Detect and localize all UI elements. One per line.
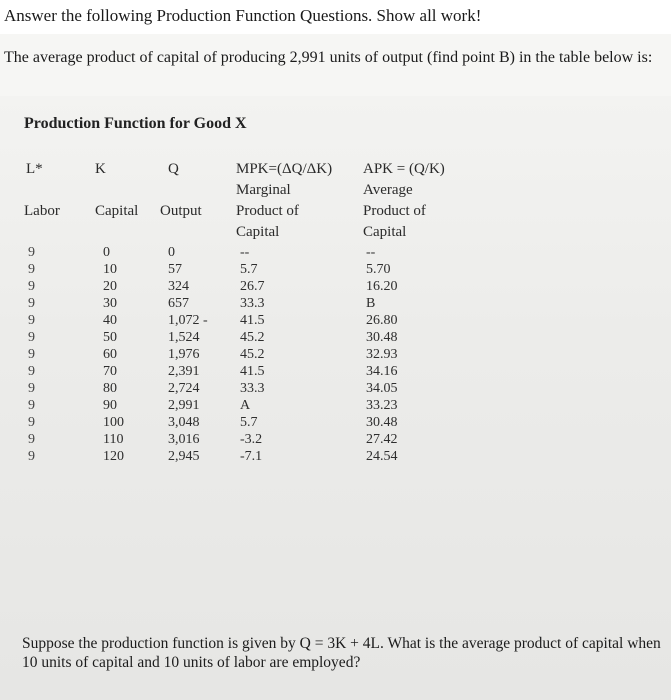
mp-cell: -3.2 xyxy=(240,432,263,447)
output-cell: 1,524 xyxy=(168,330,200,345)
labor-cell: 9 xyxy=(28,415,35,430)
mp-cell: 41.5 xyxy=(240,364,265,379)
mp-cell: 45.2 xyxy=(240,347,265,362)
ap-cell: 30.48 xyxy=(366,330,398,345)
question-text: The average product of capital of producing 2,991 units of output (find point B) in the table below is: xyxy=(4,49,653,66)
capital-cell: 50 xyxy=(103,330,117,345)
ap-cell: 34.16 xyxy=(366,364,398,379)
capital-cell: 80 xyxy=(103,381,117,396)
header-ap-product-of: Product of xyxy=(363,203,426,219)
mp-cell: 26.7 xyxy=(240,279,265,294)
table-title: Production Function for Good X xyxy=(24,115,247,132)
ap-cell: 27.42 xyxy=(366,432,398,447)
ap-cell: 16.20 xyxy=(366,279,398,294)
mp-cell: 33.3 xyxy=(240,381,265,396)
labor-cell: 9 xyxy=(28,245,35,260)
ap-cell: -- xyxy=(366,245,376,260)
ap-cell: 24.54 xyxy=(366,449,398,464)
mp-cell: 5.7 xyxy=(240,415,258,430)
output-cell: 2,391 xyxy=(168,364,200,379)
output-cell: 3,048 xyxy=(168,415,200,430)
capital-cell: 30 xyxy=(103,296,117,311)
ap-cell: 34.05 xyxy=(366,381,398,396)
output-cell: 2,724 xyxy=(168,381,200,396)
mp-cell: -7.1 xyxy=(240,449,263,464)
output-cell: 1,976 xyxy=(168,347,200,362)
ap-column xyxy=(366,244,398,465)
capital-cell: 20 xyxy=(103,279,117,294)
output-cell: 57 xyxy=(168,262,182,277)
capital-cell: 10 xyxy=(103,262,117,277)
labor-cell: 9 xyxy=(28,262,35,277)
mp-cell: A xyxy=(240,398,251,413)
labor-cell: 9 xyxy=(28,296,35,311)
labor-cell: 9 xyxy=(28,449,35,464)
ap-cell: 33.23 xyxy=(366,398,398,413)
capital-cell: 110 xyxy=(103,432,124,447)
header-output: Output xyxy=(160,203,202,219)
header-labor-symbol: L* xyxy=(26,161,43,177)
capital-cell: 60 xyxy=(103,347,117,362)
table-photo xyxy=(0,96,671,700)
labor-cell: 9 xyxy=(28,381,35,396)
ap-cell: B xyxy=(366,296,376,311)
capital-cell: 100 xyxy=(103,415,124,430)
output-cell: 2,945 xyxy=(168,449,200,464)
header-ap-formula: APK = (Q/K) xyxy=(363,161,445,177)
followup-question: Suppose the production function is given by Q = 3K + 4L. What is the average product of capital when 10 units of capital and 10 units of labor are employed? xyxy=(22,635,661,671)
ap-cell: 30.48 xyxy=(366,415,398,430)
capital-cell: 70 xyxy=(103,364,117,379)
mp-cell: 41.5 xyxy=(240,313,265,328)
header-capital-symbol: K xyxy=(95,161,106,177)
labor-cell: 9 xyxy=(28,330,35,345)
mp-column xyxy=(240,244,265,465)
output-cell: 3,016 xyxy=(168,432,200,447)
mp-cell: 5.7 xyxy=(240,262,258,277)
labor-cell: 9 xyxy=(28,364,35,379)
capital-column xyxy=(103,244,124,465)
output-column xyxy=(168,244,208,465)
ap-cell: 5.70 xyxy=(366,262,391,277)
header-mp-product-of: Product of xyxy=(236,203,299,219)
mp-cell: -- xyxy=(240,245,250,260)
output-cell: 0 xyxy=(168,245,175,260)
labor-column xyxy=(28,244,35,465)
header-mp-capital: Capital xyxy=(236,224,280,240)
capital-cell: 0 xyxy=(103,245,110,260)
header-ap-capital: Capital xyxy=(363,224,407,240)
instruction-text: Answer the following Production Function Questions. Show all work! xyxy=(4,6,482,25)
output-cell: 657 xyxy=(168,296,189,311)
output-cell: 324 xyxy=(168,279,189,294)
output-cell: 1,072 - xyxy=(168,313,208,328)
header-ap-average: Average xyxy=(363,182,413,198)
ap-cell: 32.93 xyxy=(366,347,398,362)
labor-cell: 9 xyxy=(28,279,35,294)
labor-cell: 9 xyxy=(28,313,35,328)
capital-cell: 40 xyxy=(103,313,117,328)
labor-cell: 9 xyxy=(28,347,35,362)
header-labor: Labor xyxy=(24,203,60,219)
labor-cell: 9 xyxy=(28,398,35,413)
labor-cell: 9 xyxy=(28,432,35,447)
header-mp-marginal: Marginal xyxy=(236,182,291,198)
header-capital: Capital xyxy=(95,203,139,219)
output-cell: 2,991 xyxy=(168,398,200,413)
ap-cell: 26.80 xyxy=(366,313,398,328)
header-mp-formula: MPK=(ΔQ/ΔK) xyxy=(236,161,333,177)
header-output-symbol: Q xyxy=(168,161,179,177)
capital-cell: 90 xyxy=(103,398,117,413)
capital-cell: 120 xyxy=(103,449,124,464)
mp-cell: 45.2 xyxy=(240,330,265,345)
mp-cell: 33.3 xyxy=(240,296,265,311)
